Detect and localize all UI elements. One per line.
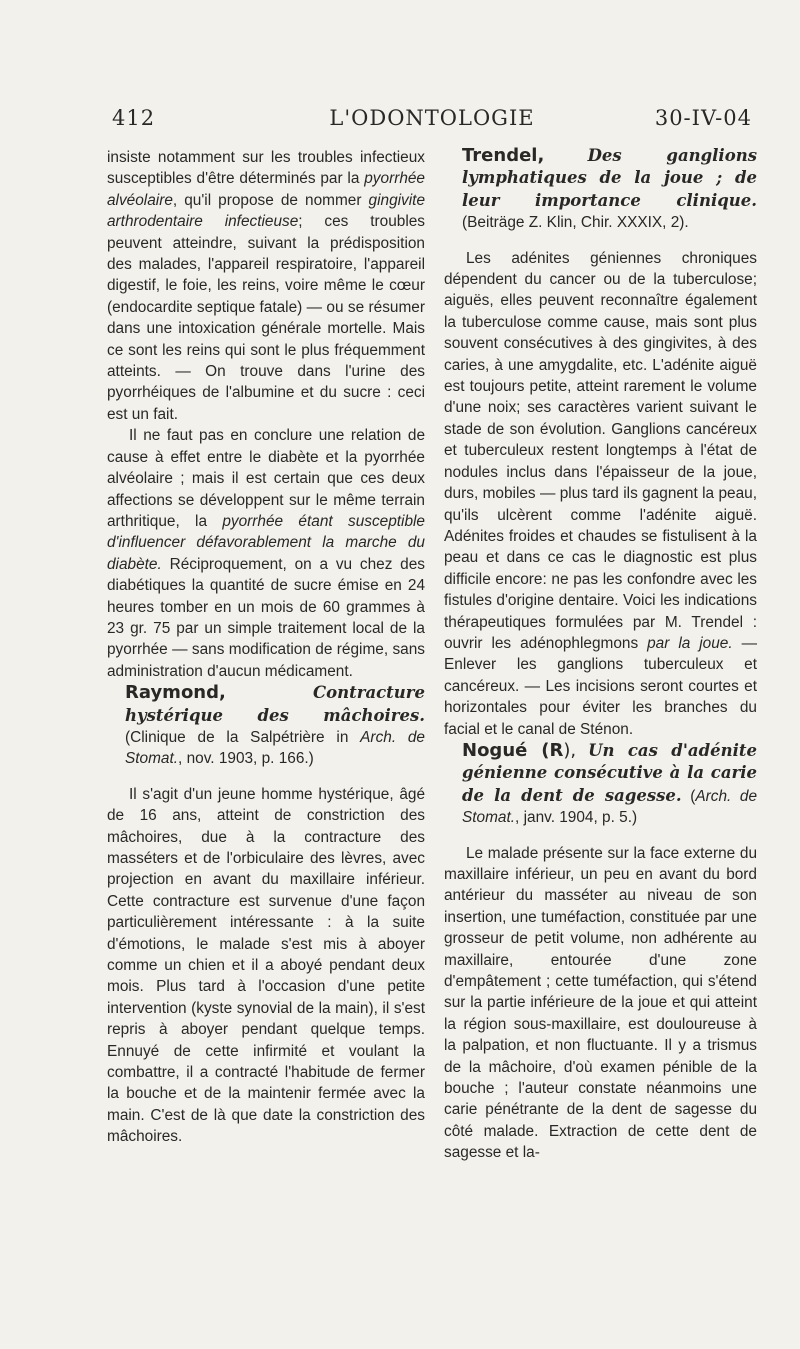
issue-date: 30-IV-04 [654, 106, 752, 130]
paragraph-diabete: Il ne faut pas en conclure une relation de cause à effet entre le diabète et la pyorrhée alvéolaire ; mais il est certain que ces deux affections se développent sur le même terrain arthritique, la pyorrhée étant susceptible d'influencer défavorablement la marche du diabète. Réciproquement, on a vu chez des diabétiques la quantité de sucre émise en 24 heures tomber en un mois de 60 grammes à 23 gr. 75 par un simple traitement local de la pyorrhée — sans modification de régime, sans administration d'aucun médicament. [107, 427, 425, 680]
author-trendel: Trendel, [462, 145, 545, 166]
author-raymond: Raymond, [125, 682, 226, 704]
paragraph-pyorrhee: insiste notamment sur les troubles infectieux susceptibles d'être déterminés par la pyorrhée alvéolaire, qu'il propose de nommer gingivite arthrodentaire infectieuse; ces troubles peuvent atteindre, suivant la prédisposition des malades, l'appareil respiratoire, l'appareil digestif, le foie, les reins, voire même le cœur (endocardite septique fatale) — ou se résumer dans une intoxication générale mortelle. Mais ce sont les reins qui sont le plus fréquemment atteints. — On trouve dans l'urine des pyorrhéiques de l'albumine et du sucre : ceci est un fait. [107, 149, 425, 423]
title-raymond: Contracture hystérique des mâchoires. [125, 683, 425, 725]
title-trendel: Des ganglions lymphatiques de la joue ; de leur importance clinique. [462, 146, 757, 210]
running-header [112, 106, 752, 136]
entry-heading-raymond: Raymond, Contracture hystérique des mâchoires. (Clinique de la Salpétrière in Arch. de Stomat., nov. 1903, p. 166.) [125, 682, 425, 768]
entry-heading-nogue: Nogué (R), Un cas d'adénite génienne consécutive à la carie de la dent de sagesse. (Arch. de Stomat., janv. 1904, p. 5.) [462, 739, 758, 827]
paragraph-raymond: Il s'agit d'un jeune homme hystérique, âgé de 16 ans, atteint de constriction des mâchoires, due à la contracture des masséters et de l'orbiculaire des lèvres, avec projection en avant du maxillaire inférieur. Cette contracture est survenue d'une façon particulièrement intéressante : à la suite d'émotions, le malade s'est mis à aboyer comme un chien et il a aboyé pendant deux mois. Plus tard à l'occasion d'une petite intervention (kyste synovial de la main), il s'est repris à aboyer pendant quelque temps. Ennuyé de cette infirmité et voulant la combattre, il a contracté l'habitude de fermer la bouche et de la maintenir fermée avec la main. C'est de là que date la constriction des mâchoires. [107, 785, 425, 1146]
title-nogue: Un cas d'adénite génienne consécutive à la carie de la dent de sagesse. [462, 740, 757, 805]
paragraph-nogue: Le malade présente sur la face externe du maxillaire inférieur, un peu en avant du bord antérieur du masséter au niveau de son insertion, une tuméfaction, constituée par une grosseur de petit volume, non adhérente au maxillaire, entourée d'une zone d'empâtement ; cette tuméfaction, qui s'étend sur la partie inférieure de la joue et qui atteint la région sous-maxillaire, est douloureuse à la palpation, et non fluctuante. Il y a trismus de la mâchoire, d'où examen pénible de la bouche ; l'auteur constate néanmoins une carie pénétrante de la dent de sagesse du côté malade. Extraction de cette dent de sagesse et la- [444, 844, 757, 1162]
paragraph-trendel: Les adénites géniennes chroniques dépendent du cancer ou de la tuberculose; aiguës, elles peuvent reconnaître également la tuberculose comme cause, mais sont plus souvent consécutives à des gingivites, à des caries, à une amygdalite, etc. L'adénite aiguë est toujours petite, atteint rarement le volume d'une noix; ses caractères varient suivant le stade de son évolution. Ganglions cancéreux et tuberculeux restent longtemps à l'état de nodules inclus dans l'épaisseur de la joue, durs, mobiles — plus tard ils gagnent la peau, qu'ils ulcèrent comme l'adénite aiguë. Adénites froides et chaudes se fistulisent à la peau et dans ce cas le diagnostic est plus difficile encore: ne pas les confondre avec les fistules d'origine dentaire. Voici les indications thérapeutiques formulées par M. Trendel : ouvrir les adénophlegmons par la joue. — Enlever les ganglions tuberculeux et cancéreux. — Les incisions seront courtes et horizontales pour éviter les branches du facial et le canal de Sténon. [444, 249, 757, 738]
page-number: 412 [112, 106, 156, 130]
author-nogue: Nogué (R), [462, 739, 577, 761]
entry-heading-trendel: Trendel, Des ganglions lymphatiques de la joue ; de leur importance clinique. (Beiträge Z. Klin, Chir. XXXIX, 2). [462, 145, 757, 232]
journal-title: L'ODONTOLOGIE [329, 106, 535, 130]
left-column [107, 147, 425, 1148]
right-column [444, 145, 757, 1164]
